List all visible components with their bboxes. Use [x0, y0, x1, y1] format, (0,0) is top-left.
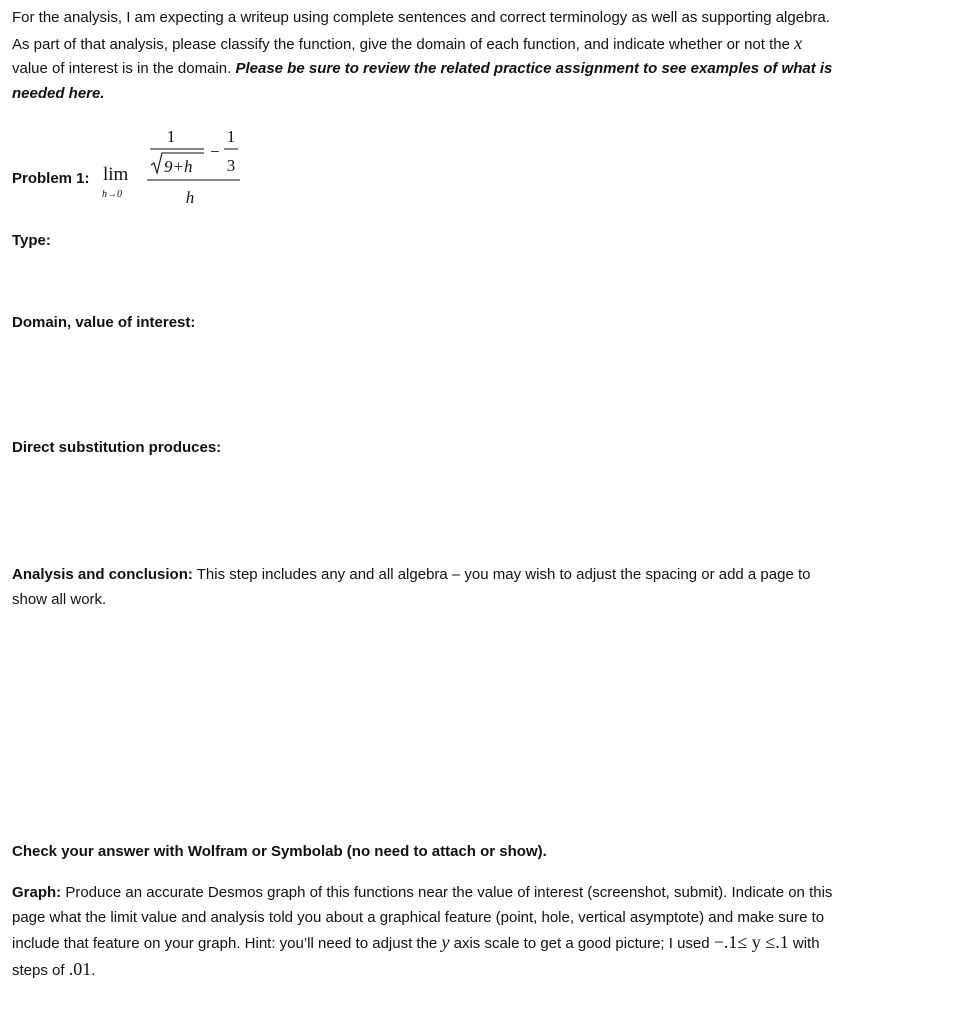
- numerator-one-b: 1: [226, 127, 236, 146]
- graph-text-3: with steps of: [12, 935, 820, 979]
- graph-text-1: Produce an accurate Desmos graph of this functions near the value of interest (screenshot, submit). Indicate on this page what the limit value and analysis told you about a graphical feature (point, hole, vertical asymptote) and make sure to include that feature on your graph. Hint: you’ll need to adjust the: [12, 884, 833, 952]
- sqrt-radicand: 9+h: [164, 157, 193, 176]
- graph-paragraph: [12, 881, 842, 983]
- graph-var-y: y: [441, 932, 450, 952]
- graph-inequality: −.1≤ y ≤.1: [713, 932, 789, 952]
- limit-expression: [130, 120, 250, 212]
- intro-paragraph: [12, 6, 842, 106]
- minus-sign: −: [210, 142, 220, 161]
- graph-step: .01: [68, 958, 92, 979]
- lim-subscript: h→0: [102, 189, 122, 200]
- graph-end: .: [91, 961, 96, 979]
- intro-text-1: For the analysis, I am expecting a writeup using complete sentences and correct terminology as well as supporting algebra. As part of that analysis, please classify the function, give the domain of each function, and indicate whether or not the: [12, 9, 830, 53]
- analysis-paragraph: [12, 563, 842, 612]
- problem-label: Problem 1:: [12, 170, 90, 187]
- numerator-one: 1: [166, 127, 176, 146]
- intro-text-2: value of interest is in the domain.: [12, 60, 236, 77]
- graph-label: Graph:: [12, 884, 62, 901]
- graph-text-2: axis scale to get a good picture; I used: [449, 935, 714, 952]
- analysis-label: Analysis and conclusion:: [12, 566, 193, 583]
- direct-substitution-label: Direct substitution produces:: [12, 439, 222, 456]
- lim-operator: lim: [103, 164, 129, 185]
- domain-label: Domain, value of interest:: [12, 314, 196, 331]
- intro-emphasis: Please be sure to review the related practice assignment to see examples of what is needed here.: [12, 60, 833, 102]
- main-denominator: h: [185, 188, 195, 207]
- analysis-text: This step includes any and all algebra – you may wish to adjust the spacing or add a page to show all work.: [12, 566, 811, 608]
- denominator-three: 3: [226, 156, 236, 175]
- intro-var-x: x: [794, 32, 803, 53]
- document-page: [12, 0, 842, 1024]
- problem-1: [12, 120, 412, 220]
- check-answer-label: Check your answer with Wolfram or Symbolab (no need to attach or show).: [12, 843, 547, 860]
- type-label: Type:: [12, 232, 51, 249]
